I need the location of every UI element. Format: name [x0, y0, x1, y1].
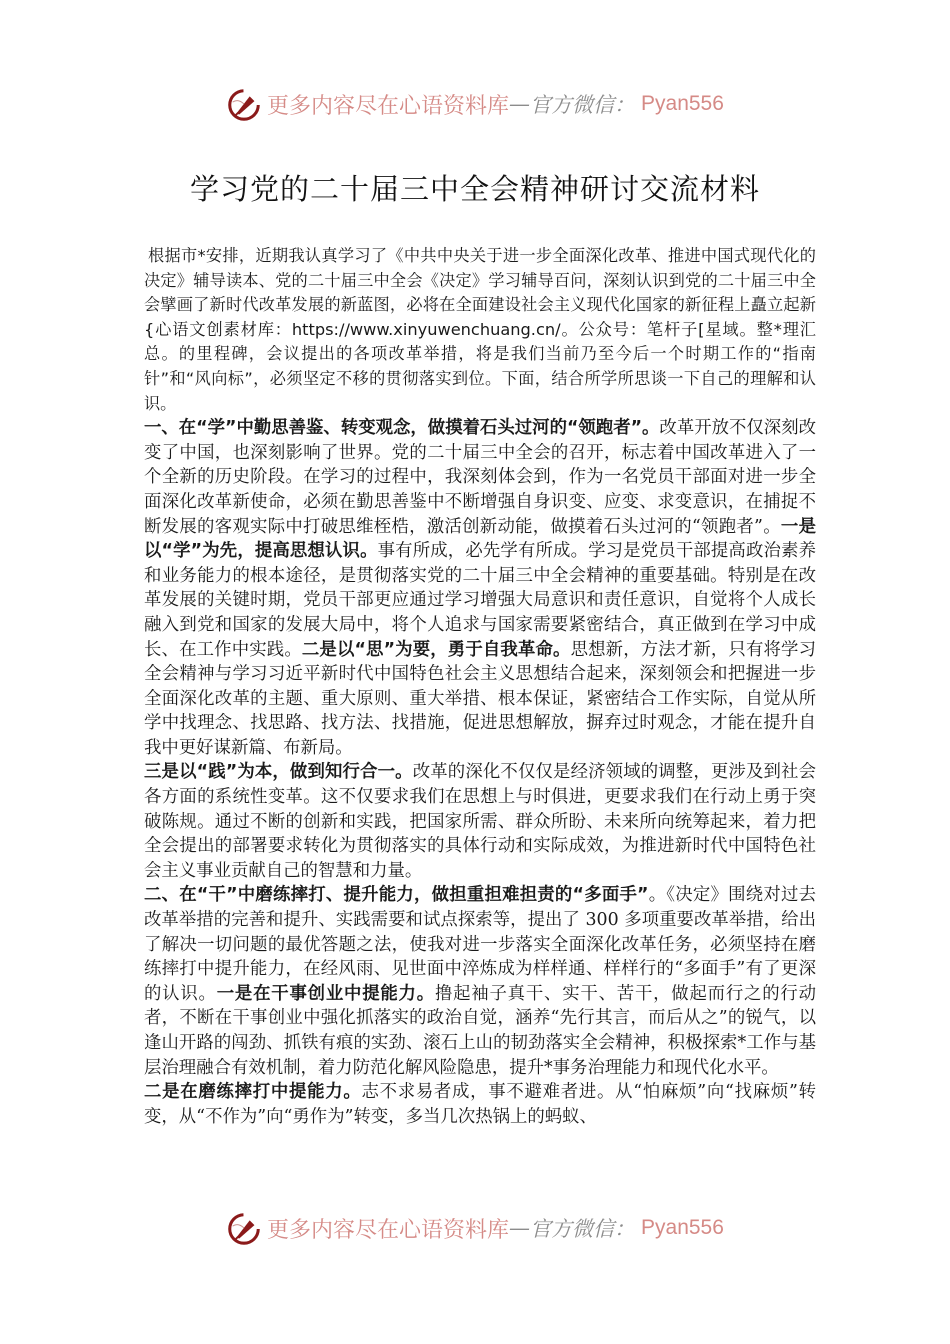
section-2-text: 。《决定》围绕对过去改革举措的完善和提升、实践需要和试点探索等，提出了 300 多项重要改革举措，给出了解决一切问题的最优答题之法，使我对进一步落实全面深化改革任务，必须坚持在磨练摔打中提升能力，在经风雨、见世面中淬炼成为样样通、样样行的“多面手”有了更深的认识。	[144, 885, 816, 1004]
section-1-heading: 一、在“学”中勤思善鉴、转变观念，做摸着石头过河的“领跑者”。	[144, 418, 660, 439]
header-watermark-banner	[225, 84, 725, 124]
section-1-text: 改革开放不仅深刻改变了中国，也深刻影响了世界。党的二十届三中全会的召开，标志着中国改革进入了一个全新的历史阶段。在学习的过程中，我深刻体会到，作为一名党员干部面对进一步全面深化改革新使命，必须在勤思善鉴中不断增强自身识变、应变、求变意识，在捕捉不断发展的客观实际中打破思维桎梏，激活创新动能，做摸着石头过河的“领跑者”。	[144, 418, 816, 537]
section-2-point-2-heading: 二是在磨练摔打中提能力。	[144, 1082, 362, 1103]
banner-dash: —	[509, 92, 531, 116]
banner-library-text: 更多内容尽在心语资料库	[267, 1217, 510, 1243]
section-2-point-1-text: 撸起袖子真干、实干、苦干，做起而行之的行动者，不断在干事创业中强化抓落实的政治自觉，涵养“先行其言，而后从之”的锐气，以逢山开路的闯劲、抓铁有痕的实劲、滚石上山的韧劲落实全会精神，积极探索*工作与基层治理融合有效机制，着力防范化解风险隐患，提升*事务治理能力和现代化水平。	[144, 983, 816, 1078]
section-1-point-3-heading: 三是以“践”为本，做到知行合一。	[144, 762, 413, 783]
banner-library-text: 更多内容尽在心语资料库	[267, 93, 510, 119]
banner-wechat-label: 官方微信：	[530, 1217, 636, 1241]
banner-wechat-id: Pyan556	[641, 1216, 724, 1239]
section-1-point-2-heading: 二是以“思”为要，勇于自我革命。	[301, 639, 571, 660]
document-body	[144, 244, 816, 1129]
section-2-paragraph	[144, 883, 816, 1080]
intro-paragraph: 根据市*安排，近期我认真学习了《中共中央关于进一步全面深化改革、推进中国式现代化的决定》辅导读本、党的二十届三中全会《决定》学习辅导百问，深刻认识到党的二十届三中全会擘画了新时代改革发展的新蓝图，必将在全面建设社会主义现代化国家的新征程上矗立起新{心语文创素材库：https://www.xinyuwenchuang.cn/。公众号：笔杆子[星域。整*理汇总。的里程碑，会议提出的各项改革举措，将是我们当前乃至今后一个时期工作的“指南针”和“风向标”，必须坚定不移的贯彻落实到位。下面，结合所学所思谈一下自己的理解和认识。	[144, 246, 816, 413]
pen-nib-circle-icon	[225, 85, 263, 123]
footer-watermark-banner	[225, 1208, 725, 1248]
pen-nib-circle-icon	[225, 1209, 263, 1247]
section-1-point-1-text: 事有所成，必先学有所成。学习是党员干部提高政治素养和业务能力的根本途径，是贯彻落实党的二十届三中全会精神的重要基础。特别是在改革发展的关键时期，党员干部更应通过学习增强大局意识和责任意识，自觉将个人成长融入到党和国家的发展大局中，将个人追求与国家需要紧密结合，真正做到在学习中成长、在工作中实践。	[144, 541, 816, 660]
banner-wechat-id: Pyan556	[641, 92, 724, 115]
section-2-point-1-heading: 一是在干事创业中提能力。	[216, 983, 435, 1004]
section-2-point-2-text: 志不求易者成，事不避难者进。从“怕麻烦”向“找麻烦”转变，从“不作为”向“勇作为”转变，多当几次热锅上的蚂蚁、	[144, 1082, 816, 1127]
banner-wechat-label: 官方微信：	[530, 93, 636, 117]
section-1-point-3-text: 改革的深化不仅仅是经济领域的调整，更涉及到社会各方面的系统性变革。这不仅要求我们在思想上与时俱进，更要求我们在行动上勇于突破陈规。通过不断的创新和实践，把国家所需、群众所盼、未来所向统筹起来，着力把全会提出的部署要求转化为贯彻落实的具体行动和实际成效，为推进新时代中国特色社会主义事业贡献自己的智慧和力量。	[144, 762, 816, 881]
section-2-heading: 二、在“干”中磨练摔打、提升能力，做担重担难担责的“多面手”	[144, 885, 649, 906]
section-1-paragraph	[144, 416, 816, 760]
section-1-point-1-heading: 一是以“学”为先，提高思想认识。	[144, 516, 816, 562]
banner-dash: —	[509, 1216, 531, 1240]
document-title: 学习党的二十届三中全会精神研讨交流材料	[189, 172, 760, 207]
section-1-point-2-text: 思想新，方法才新，只有将学习全会精神与学习习近平新时代中国特色社会主义思想结合起来，深刻领会和把握进一步全面深化改革的主题、重大原则、重大举措、根本保证，紧密结合工作实际，自觉从所学中找理念、找思路、找方法、找措施，促进思想解放，摒弃过时观念，才能在提升自我中更好谋新篇、布新局。	[144, 639, 816, 758]
section-1-point-3-paragraph	[144, 760, 816, 883]
section-2-point-2-paragraph	[144, 1080, 816, 1129]
